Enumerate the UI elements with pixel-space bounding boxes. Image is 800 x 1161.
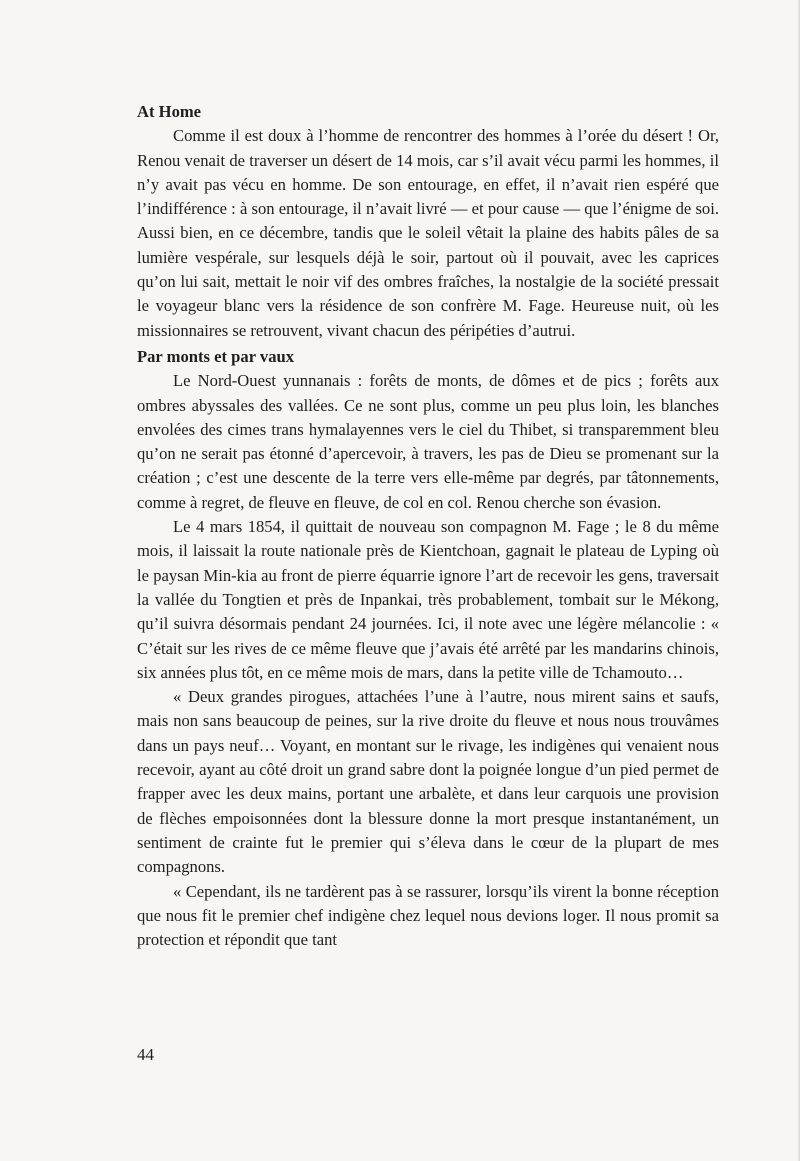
paragraph-par-monts-3: « Deux grandes pirogues, attachées l’une à l’autre, nous mirent sains et saufs, mais non sans beaucoup de peines, sur la rive droite du fleuve et nous nous trouvâmes dans un pays neuf… Voyant, en montant sur le rivage, les indigènes qui venaient nous recevoir, ayant au côté droit un grand sabre dont la poignée longue d’un pied permet de frapper avec les deux mains, portant une arbalète, et dans leur carquois une provision de flèches empoisonnées dont la blessure donne la mort presque instantanément, un sentiment de crainte fut le premier qui s’éleva dans le cœur de la plupart de mes compagnons.	[137, 687, 719, 877]
paragraph-par-monts-2: Le 4 mars 1854, il quittait de nouveau son compagnon M. Fage ; le 8 du même mois, il laissait la route nationale près de Kientchoan, gagnait le plateau de Lyping où le paysan Min-kia au front de pierre équarrie ignore l’art de recevoir les gens, traversait la vallée du Tongtien et près de Inpankai, très probablement, tombait sur le Mékong, qu’il suivra désormais pendant 24 journées. Ici, il note avec une légère mélancolie : « C’était sur les rives de ce même fleuve que j’avais été arrêté par les mandarins chinois, six années plus tôt, en ce même mois de mars, dans la petite ville de Tchamouto…	[137, 517, 719, 682]
page-body	[137, 100, 719, 952]
section-heading-par-monts: Par monts et par vaux	[137, 346, 295, 366]
page-number: 44	[137, 1045, 154, 1064]
paragraph-at-home-1: Comme il est doux à l’homme de rencontrer des hommes à l’orée du désert ! Or, Renou venait de traverser un désert de 14 mois, car s’il avait vécu parmi les hommes, il n’y avait pas vécu en homme. De son entourage, en effet, il n’avait rien espéré que l’indifférence : à son entourage, il n’avait livré — et pour cause — que l’énigme de soi. Aussi bien, en ce décembre, tandis que le soleil vêtait la plaine des habits pâles de sa lumière vespérale, sur lesquels déjà le soir, partout où il pouvait, avec les caprices qu’on lui sait, mettait le noir vif des ombres fraîches, la nostalgie de la société pressait le voyageur blanc vers la résidence de son confrère M. Fage. Heureuse nuit, où les missionnaires se retrouvent, vivant chacun des péripéties d’autrui.	[137, 126, 719, 340]
section-heading-at-home: At Home	[137, 102, 202, 121]
paragraph-par-monts-4: « Cependant, ils ne tardèrent pas à se rassurer, lorsqu’ils virent la bonne réception que nous fit le premier chef indigène chez lequel nous devions loger. Il nous promit sa protection et répondit que tant	[137, 881, 719, 950]
paragraph-par-monts-1: Le Nord-Ouest yunnanais : forêts de monts, de dômes et de pics ; forêts aux ombres abyssales des vallées. Ce ne sont plus, comme un peu plus loin, les blanches envolées des cimes trans hymalayennes vers le ciel du Thibet, si transparemment bleu qu’on ne serait pas étonné d’apercevoir, à travers, les pas de Dieu se promenant sur la création ; c’est une descente de la terre vers elle-même par degrés, par tâtonnements, comme à regret, de fleuve en fleuve, de col en col. Renou cherche son évasion.	[137, 371, 719, 512]
